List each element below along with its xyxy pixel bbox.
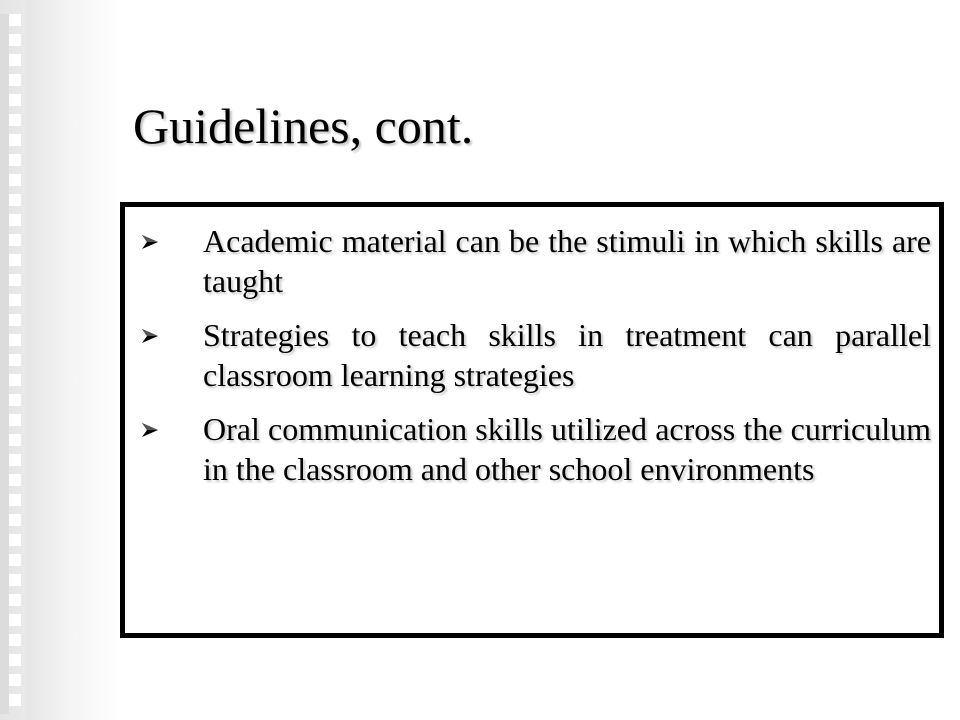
bullet-text: Oral communication skills utilized across the curriculum in the classroom and other school environments bbox=[203, 411, 931, 487]
strip-square bbox=[9, 494, 21, 506]
strip-square bbox=[9, 554, 21, 566]
strip-square bbox=[9, 674, 21, 686]
slide-title: Guidelines, cont. bbox=[133, 98, 474, 154]
arrowhead-bullet-icon bbox=[141, 422, 159, 438]
strip-square bbox=[9, 134, 21, 146]
strip-square bbox=[9, 14, 21, 26]
strip-square bbox=[9, 474, 21, 486]
bullet-text: Academic material can be the stimuli in which skills are taught bbox=[203, 223, 931, 299]
strip-square bbox=[9, 694, 21, 706]
strip-square bbox=[9, 454, 21, 466]
strip-square bbox=[9, 254, 21, 266]
strip-square bbox=[9, 394, 21, 406]
strip-square bbox=[9, 534, 21, 546]
strip-square bbox=[9, 274, 21, 286]
strip-square bbox=[9, 154, 21, 166]
content-box bbox=[120, 202, 944, 638]
strip-square bbox=[9, 434, 21, 446]
strip-square bbox=[9, 414, 21, 426]
strip-square bbox=[9, 34, 21, 46]
strip-square bbox=[9, 334, 21, 346]
strip-band bbox=[27, 0, 77, 720]
strip-square bbox=[9, 634, 21, 646]
arrowhead-bullet-icon bbox=[141, 234, 159, 250]
strip-square bbox=[9, 314, 21, 326]
bullet-item bbox=[141, 221, 931, 301]
bullet-item bbox=[141, 315, 931, 395]
strip-square bbox=[9, 234, 21, 246]
arrowhead-bullet-icon bbox=[141, 328, 159, 344]
strip-square bbox=[9, 114, 21, 126]
strip-square bbox=[9, 354, 21, 366]
strip-square bbox=[9, 514, 21, 526]
strip-square bbox=[9, 294, 21, 306]
strip-square bbox=[9, 214, 21, 226]
strip-square bbox=[9, 94, 21, 106]
strip-square bbox=[9, 614, 21, 626]
left-decorative-strip bbox=[0, 0, 120, 720]
strip-square bbox=[9, 54, 21, 66]
bullet-item bbox=[141, 409, 931, 489]
bullet-list bbox=[141, 221, 931, 503]
bullet-text: Strategies to teach skills in treatment can parallel classroom learning strategies bbox=[203, 317, 931, 393]
strip-square bbox=[9, 74, 21, 86]
strip-square bbox=[9, 194, 21, 206]
square-pattern bbox=[0, 0, 30, 720]
strip-square bbox=[9, 174, 21, 186]
strip-square bbox=[9, 654, 21, 666]
strip-square bbox=[9, 574, 21, 586]
strip-square bbox=[9, 594, 21, 606]
strip-square bbox=[9, 374, 21, 386]
